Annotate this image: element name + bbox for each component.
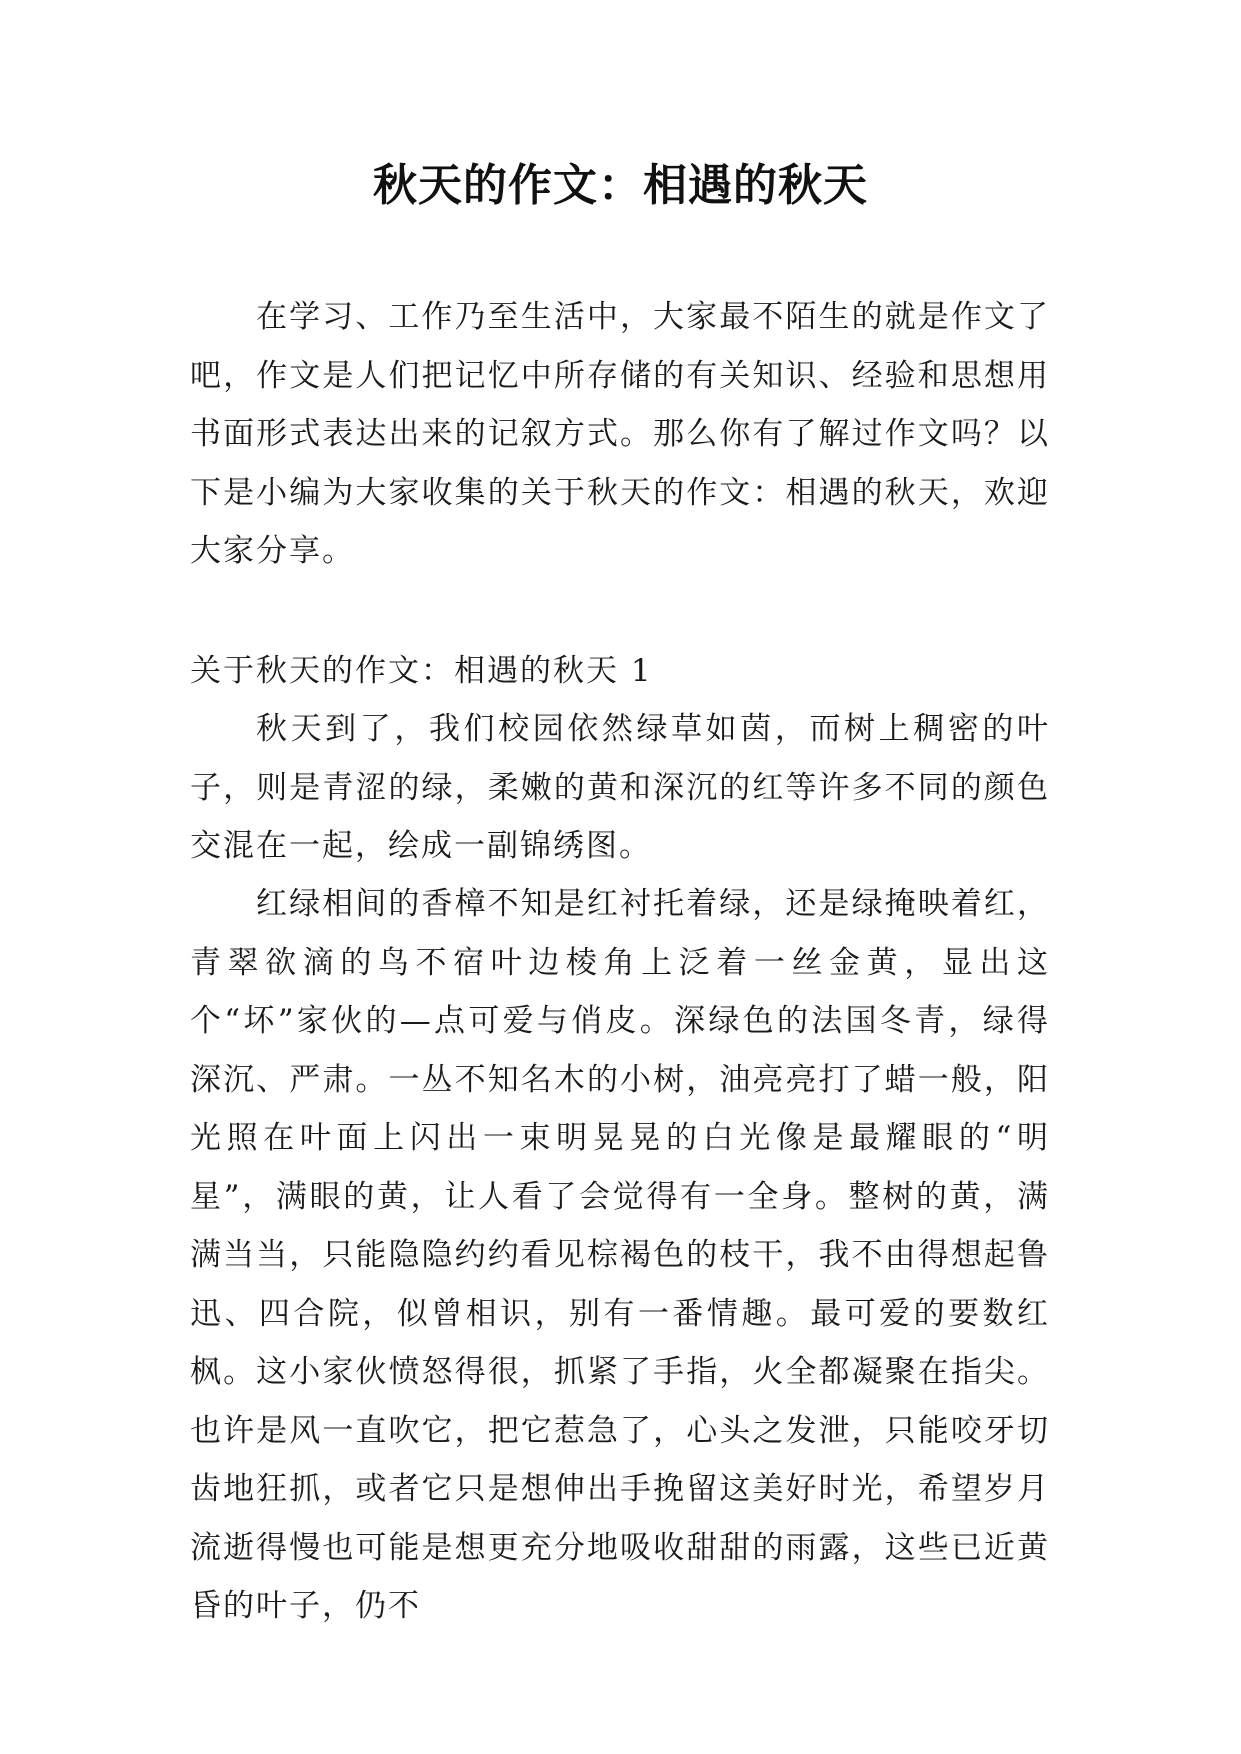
body-paragraph: 秋天到了，我们校园依然绿草如茵，而树上稠密的叶子，则是青涩的绿，柔嫩的黄和深沉的红等许多不同的颜色交混在一起，绘成一副锦绣图。 [190,711,1050,864]
intro-paragraph: 在学习、工作乃至生活中，大家最不陌生的就是作文了吧，作文是人们把记忆中所存储的有关知识、经验和思想用书面形式表达出来的记叙方式。那么你有了解过作文吗？以下是小编为大家收集的关于秋天的作文：相遇的秋天，欢迎大家分享。 [190,299,1050,569]
section-heading: 关于秋天的作文：相遇的秋天 1 [190,653,653,689]
body-paragraph: 红绿相间的香樟不知是红衬托着绿，还是绿掩映着红，青翠欲滴的鸟不宿叶边棱角上泛着一丝金黄，显出这个“坏”家伙的—点可爱与俏皮。深绿色的法国冬青，绿得深沉、严肃。一丛不知名木的小树，油亮亮打了蜡一般，阳光照在叶面上闪出一束明晃晃的白光像是最耀眼的“明星”，满眼的黄，让人看了会觉得有一全身。整树的黄，满满当当，只能隐隐约约看见棕褐色的枝干，我不由得想起鲁迅、四合院，似曾相识，别有一番情趣。最可爱的要数红枫。这小家伙愤怒得很，抓紧了手指，火全都凝聚在指尖。也许是风一直吹它，把它惹急了，心头之发泄，只能咬牙切齿地狂抓，或者它只是想伸出手挽留这美好时光，希望岁月流逝得慢也可能是想更充分地吸收甜甜的雨露，这些已近黄昏的叶子，仍不 [190,886,1050,1624]
document-title: 秋天的作文：相遇的秋天 [373,160,868,211]
